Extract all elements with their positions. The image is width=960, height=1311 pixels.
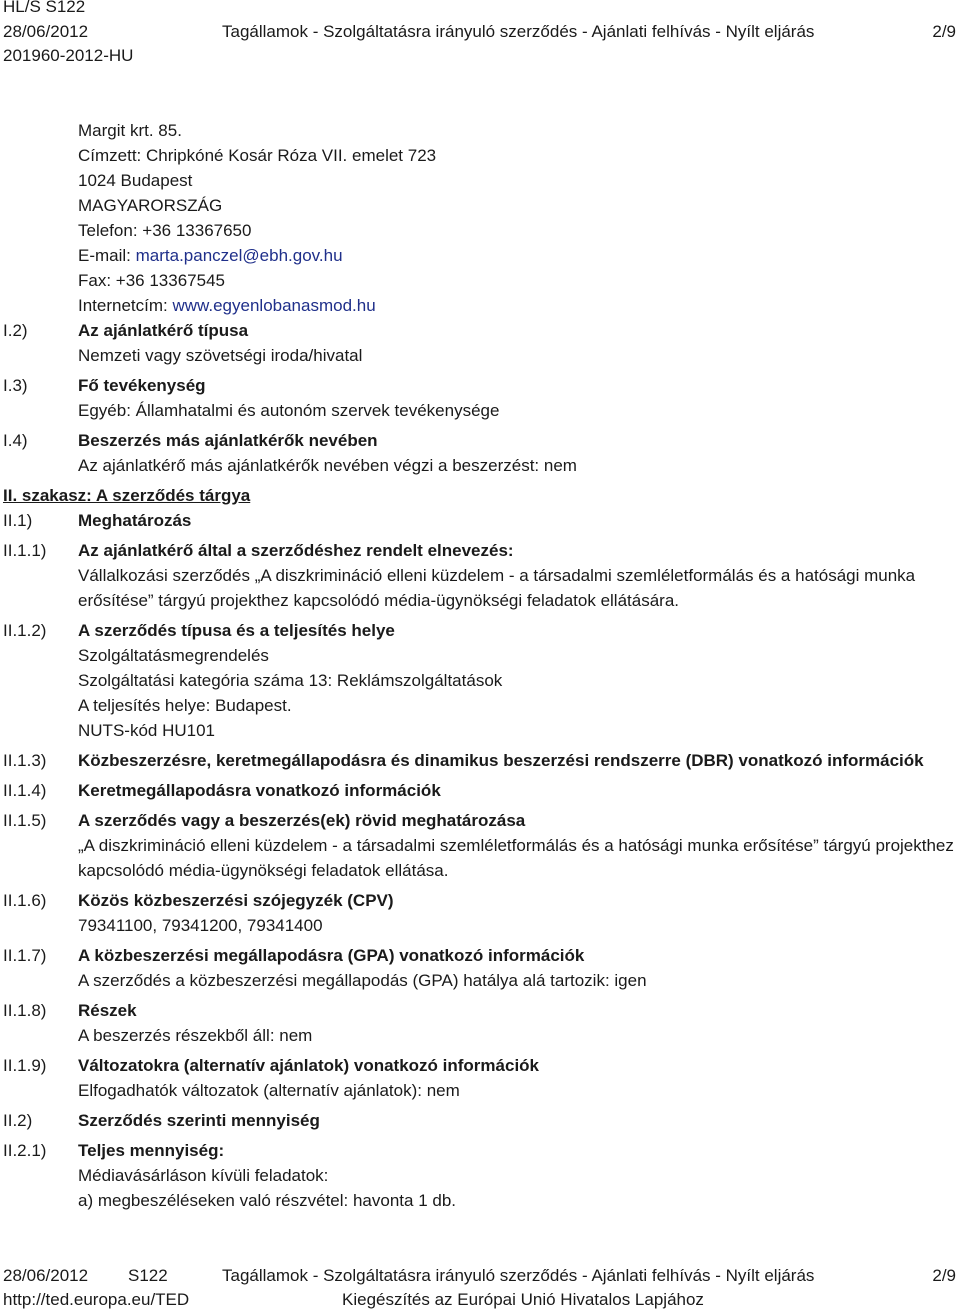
item-heading: Beszerzés más ajánlatkérők nevében: [78, 431, 378, 450]
item-heading: A szerződés vagy a beszerzés(ek) rövid meghatározása: [78, 811, 526, 830]
item-text: NUTS-kód HU101: [78, 721, 215, 740]
item-text: Szolgáltatásmegrendelés: [78, 646, 269, 665]
item-text: a) megbeszéléseken való részvétel: havonta 1 db.: [78, 1191, 457, 1210]
item-number: II.1.7): [3, 946, 47, 965]
item-body: [78, 778, 954, 803]
footer-date: 28/06/2012: [3, 1266, 89, 1285]
page-number: 2/9: [932, 22, 956, 41]
item-body: [78, 748, 954, 773]
numbered-item: [0, 508, 960, 533]
item-heading: A szerződés típusa és a teljesítés helye: [78, 621, 395, 640]
web-row: [78, 293, 954, 318]
fax: Fax: +36 13367545: [78, 271, 225, 290]
item-body: [78, 808, 954, 883]
section-title: II. szakasz: A szerződés tárgya: [3, 486, 251, 505]
web-label: Internetcím:: [78, 296, 173, 315]
item-number: II.1.1): [3, 541, 47, 560]
header-title: Tagállamok - Szolgáltatásra irányuló szerződés - Ajánlati felhívás - Nyílt eljárás: [222, 22, 815, 41]
item-text: Az ajánlatkérő más ajánlatkérők nevében végzi a beszerzést: nem: [78, 456, 577, 475]
numbered-item: [0, 373, 960, 423]
item-body: [78, 1138, 954, 1213]
contact-person: Címzett: Chripkóné Kosár Róza VII. emelet 723: [78, 146, 437, 165]
item-body: [78, 618, 954, 743]
item-heading: Részek: [78, 1001, 137, 1020]
numbered-item: [0, 1053, 960, 1103]
section-one-items: [0, 318, 960, 483]
phone: Telefon: +36 13367650: [78, 221, 252, 240]
footer-url[interactable]: http://ted.europa.eu/TED: [3, 1290, 190, 1309]
item-number: II.1): [3, 511, 33, 530]
numbered-item: [0, 428, 960, 478]
street: Margit krt. 85.: [78, 121, 182, 140]
numbered-item: [0, 808, 960, 883]
item-number: II.2.1): [3, 1141, 47, 1160]
item-body: [78, 318, 954, 368]
numbered-item: [0, 1108, 960, 1133]
item-number: II.1.6): [3, 891, 47, 910]
item-number: II.1.2): [3, 621, 47, 640]
numbered-item: [0, 888, 960, 938]
item-text: Szolgáltatási kategória száma 13: Reklámszolgáltatások: [78, 671, 503, 690]
item-heading: Az ajánlatkérő által a szerződéshez rendelt elnevezés:: [78, 541, 514, 560]
item-body: [78, 1108, 954, 1133]
numbered-item: [0, 778, 960, 803]
email-row: [78, 243, 954, 268]
section-two-items: [0, 508, 960, 1218]
item-text: A beszerzés részekből áll: nem: [78, 1026, 313, 1045]
item-heading: Keretmegállapodásra vonatkozó információk: [78, 781, 441, 800]
item-body: [78, 538, 954, 613]
item-heading: Meghatározás: [78, 511, 192, 530]
contact-address: [78, 118, 954, 318]
item-text: Vállalkozási szerződés „A diszkrimináció elleni küzdelem - a társadalmi szemléletformálás és a hatósági munka erősítése” tárgyú projekthez kapcsolódó média-ügynökségi feladatok ellátására.: [78, 566, 916, 610]
item-body: [78, 373, 954, 423]
footer-title: Tagállamok - Szolgáltatásra irányuló szerződés - Ajánlati felhívás - Nyílt eljárás: [222, 1266, 815, 1285]
item-number: II.1.3): [3, 751, 47, 770]
web-link[interactable]: www.egyenlobanasmod.hu: [172, 296, 376, 315]
page-footer: [0, 1264, 960, 1311]
item-number: II.1.8): [3, 1001, 47, 1020]
item-text: Egyéb: Államhatalmi és autonóm szervek tevékenysége: [78, 401, 500, 420]
footer-publisher: Kiegészítés az Európai Unió Hivatalos Lapjához: [342, 1290, 704, 1309]
item-number: II.1.9): [3, 1056, 47, 1075]
numbered-item: [0, 998, 960, 1048]
item-body: [78, 508, 954, 533]
item-heading: Szerződés szerinti mennyiség: [78, 1111, 320, 1130]
item-text: Elfogadhatók változatok (alternatív ajánlatok): nem: [78, 1081, 460, 1100]
item-text: „A diszkrimináció elleni küzdelem - a társadalmi szemléletformálás és a hatósági munka erősítése” tárgyú projekthez kapcsolódó média-ügynökségi feladatok ellátása.: [78, 836, 954, 880]
header-date: 28/06/2012: [3, 22, 89, 41]
item-text: A teljesítés helye: Budapest.: [78, 696, 292, 715]
numbered-item: [0, 538, 960, 613]
item-number: I.2): [3, 321, 28, 340]
footer-page: 2/9: [932, 1266, 956, 1285]
item-heading: A közbeszerzési megállapodásra (GPA) vonatkozó információk: [78, 946, 585, 965]
item-body: [78, 888, 954, 938]
email-label: E-mail:: [78, 246, 136, 265]
item-number: I.3): [3, 376, 28, 395]
item-number: II.2): [3, 1111, 33, 1130]
numbered-item: [0, 1138, 960, 1213]
item-body: [78, 1053, 954, 1103]
item-text: 79341100, 79341200, 79341400: [78, 916, 323, 935]
document-body: [0, 118, 960, 1218]
numbered-item: [0, 748, 960, 773]
footer-journal: S122: [128, 1266, 168, 1285]
numbered-item: [0, 318, 960, 368]
item-number: II.1.4): [3, 781, 47, 800]
journal-ref: HL/S S122: [3, 0, 86, 16]
item-text: A szerződés a közbeszerzési megállapodás (GPA) hatálya alá tartozik: igen: [78, 971, 647, 990]
email-link[interactable]: marta.panczel@ebh.gov.hu: [135, 246, 343, 265]
item-text: Médiavásárláson kívüli feladatok:: [78, 1166, 329, 1185]
item-body: [78, 998, 954, 1048]
item-heading: Fő tevékenység: [78, 376, 206, 395]
item-text: Nemzeti vagy szövetségi iroda/hivatal: [78, 346, 363, 365]
item-heading: Közbeszerzésre, keretmegállapodásra és dinamikus beszerzési rendszerre (DBR) vonatkozó információk: [78, 751, 924, 770]
city: 1024 Budapest: [78, 171, 193, 190]
page-header: [0, 0, 960, 70]
country: MAGYARORSZÁG: [78, 196, 223, 215]
notice-id: 201960-2012-HU: [3, 46, 134, 65]
item-heading: Teljes mennyiség:: [78, 1141, 225, 1160]
item-number: I.4): [3, 431, 28, 450]
item-body: [78, 428, 954, 478]
item-heading: Az ajánlatkérő típusa: [78, 321, 249, 340]
numbered-item: [0, 618, 960, 743]
item-heading: Közös közbeszerzési szójegyzék (CPV): [78, 891, 394, 910]
item-number: II.1.5): [3, 811, 47, 830]
numbered-item: [0, 943, 960, 993]
item-body: [78, 943, 954, 993]
item-heading: Változatokra (alternatív ajánlatok) vonatkozó információk: [78, 1056, 540, 1075]
